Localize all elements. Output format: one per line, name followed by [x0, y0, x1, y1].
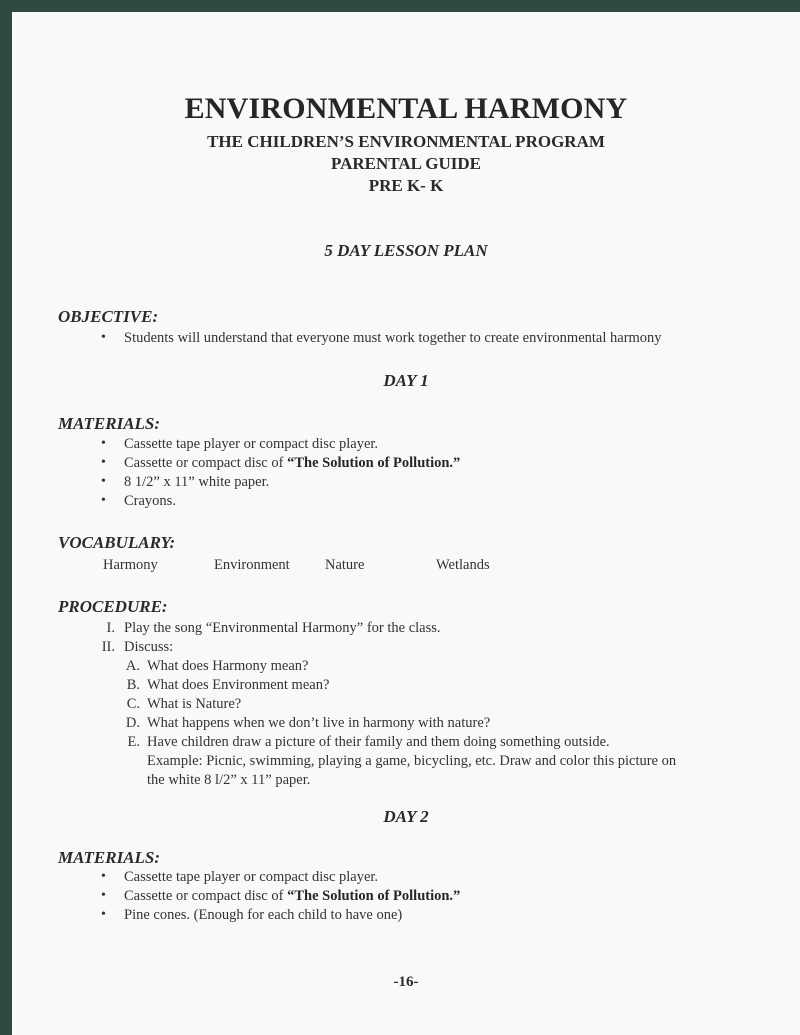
guide-subtitle: PARENTAL GUIDE	[330, 154, 482, 173]
example-line: Example: Picnic, swimming, playing a game, bicycling, etc. Draw and color this picture on	[147, 753, 677, 769]
discuss-item: What does Harmony mean?	[147, 658, 309, 674]
bullet-icon: •	[101, 907, 106, 922]
day1-material-item: Crayons.	[124, 493, 176, 509]
document-page	[12, 12, 800, 1035]
procedure-number: II.	[101, 639, 115, 655]
bullet-icon: •	[101, 474, 106, 489]
day2-materials-heading: MATERIALS:	[58, 848, 161, 867]
vocabulary-word: Harmony	[103, 557, 158, 573]
procedure-step: Discuss:	[124, 639, 174, 655]
bullet-icon: •	[101, 455, 106, 470]
vocabulary-word: Environment	[214, 557, 290, 573]
discuss-letter: B.	[126, 677, 140, 693]
page-number: -16-	[393, 974, 419, 990]
day2-heading: DAY 2	[383, 807, 429, 826]
discuss-letter: C.	[126, 696, 140, 712]
discuss-item: What does Environment mean?	[147, 677, 330, 693]
discuss-item: What is Nature?	[147, 696, 242, 712]
discuss-item: Have children draw a picture of their family and them doing something outside.	[147, 734, 610, 750]
vocabulary-heading: VOCABULARY:	[58, 533, 176, 552]
procedure-heading: PROCEDURE:	[58, 597, 168, 616]
program-subtitle: THE CHILDREN’S ENVIRONMENTAL PROGRAM	[207, 132, 605, 151]
day1-heading: DAY 1	[383, 371, 429, 390]
vocabulary-word: Nature	[325, 557, 365, 573]
example-line: the white 8 l/2” x 11” paper.	[147, 772, 311, 788]
objective-heading: OBJECTIVE:	[58, 307, 159, 326]
bullet-icon: •	[101, 869, 106, 884]
day1-materials-heading: MATERIALS:	[58, 414, 161, 433]
procedure-step: Play the song “Environmental Harmony” for the class.	[124, 620, 441, 636]
lesson-plan-heading: 5 DAY LESSON PLAN	[324, 241, 488, 260]
material-text: Cassette or compact disc of	[124, 888, 288, 904]
bullet-icon: •	[101, 493, 106, 508]
discuss-item: What happens when we don’t live in harmony with nature?	[147, 715, 491, 731]
bullet-icon: •	[101, 330, 106, 345]
procedure-number: I.	[106, 620, 115, 636]
grade-subtitle: PRE K- K	[368, 176, 444, 195]
day2-material-item	[124, 888, 460, 905]
day1-material-item: Cassette tape player or compact disc player.	[124, 436, 379, 452]
discuss-letter: D.	[125, 715, 140, 731]
vocabulary-word: Wetlands	[436, 557, 490, 573]
discuss-letter: A.	[125, 658, 140, 674]
day2-material-item: Pine cones. (Enough for each child to have one)	[124, 907, 403, 923]
bullet-icon: •	[101, 436, 106, 451]
day1-material-item: 8 1/2” x 11” white paper.	[124, 474, 270, 490]
day2-material-item: Cassette tape player or compact disc player.	[124, 869, 379, 885]
bullet-icon: •	[101, 888, 106, 903]
material-title-bold: “The Solution of Pollution.”	[287, 888, 461, 904]
material-title-bold: “The Solution of Pollution.”	[287, 455, 461, 471]
discuss-letter: E.	[127, 734, 140, 750]
day1-material-item	[124, 455, 460, 472]
material-text: Cassette or compact disc of	[124, 455, 288, 471]
document-title: ENVIRONMENTAL HARMONY	[184, 92, 628, 125]
objective-item: Students will understand that everyone must work together to create environmental harmony	[124, 330, 662, 346]
